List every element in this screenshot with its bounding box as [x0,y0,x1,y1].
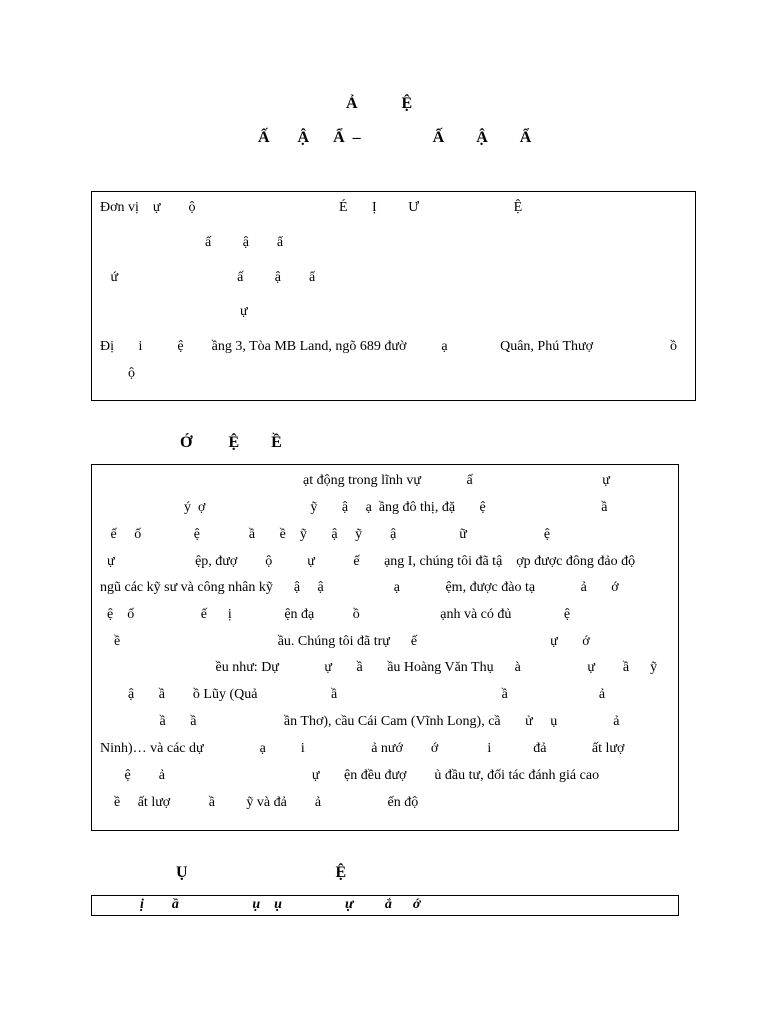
paragraph-line: ngũ các kỹ sư và công nhân kỹ ậ ậ ạ ệm, được đào tạ ả ớ [100,580,619,595]
paragraph-line: ệ ả ự ện đều đượ ủ đầu tư, đối tác đánh giá cao [100,768,600,783]
projects-table-header-row [91,895,679,916]
paragraph-line: ạt động trong lĩnh vự ấ ự [100,473,610,488]
document-title-line-1: Ả Ệ [346,95,413,112]
company-info-box [91,191,696,401]
section-heading-introduction: Ớ Ệ Ề [180,434,282,451]
paragraph-line: Ninh)… và các dự ạ i ả nướ ớ i đả ất lượ [100,741,625,756]
document-title-line-2: Ấ Ậ Ẩ – Ấ Ậ Ẩ [258,129,532,146]
paragraph-line: ều như: Dự ự ầ ầu Hoàng Văn Thụ à ự ầ ỹ [100,660,658,675]
paragraph-line: ệ ố ế ị ện đạ ồ ạnh và có đủ ệ [100,607,571,622]
paragraph-line: ề ầu. Chúng tôi đã trự ế ự ớ [100,634,590,649]
info-line: Đơn vị ự ộ É Ị Ư Ệ [100,200,523,215]
table-header-text: ị ầ ụ ụ ự ắ ớ [140,897,421,912]
section-heading-projects: Ụ Ệ [176,864,347,881]
paragraph-line: ế ố ệ ầ ề ỹ ậ ỹ ậ ữ ệ [100,527,551,542]
info-line: Đị i ệ ầng 3, Tòa MB Land, ngõ 689 đườ ạ Quân, Phú Thượ ồ [100,339,677,354]
info-line: ấ ậ ẩ [100,235,284,250]
info-line: ứ ấ ậ ẩ [100,270,316,285]
paragraph-line: ự ệp, đượ ộ ự ế ạng I, chúng tôi đã tậ ợp được đông đảo độ [100,554,636,569]
paragraph-line: ầ ầ ần Thơ), cầu Cái Cam (Vĩnh Long), cầ ử ụ ả [100,714,620,729]
paragraph-line: ề ất lượ ầ ỹ và đả ả ến độ [100,795,419,810]
company-intro-box [91,464,679,831]
paragraph-line: ậ ầ ồ Lũy (Quả ầ ầ ả [100,687,606,702]
paragraph-line: ý ợ ỹ ậ ạ ầng đô thị, đặ ệ ầ [100,500,608,515]
info-line: ộ [100,366,135,381]
info-line: ự [100,304,248,319]
